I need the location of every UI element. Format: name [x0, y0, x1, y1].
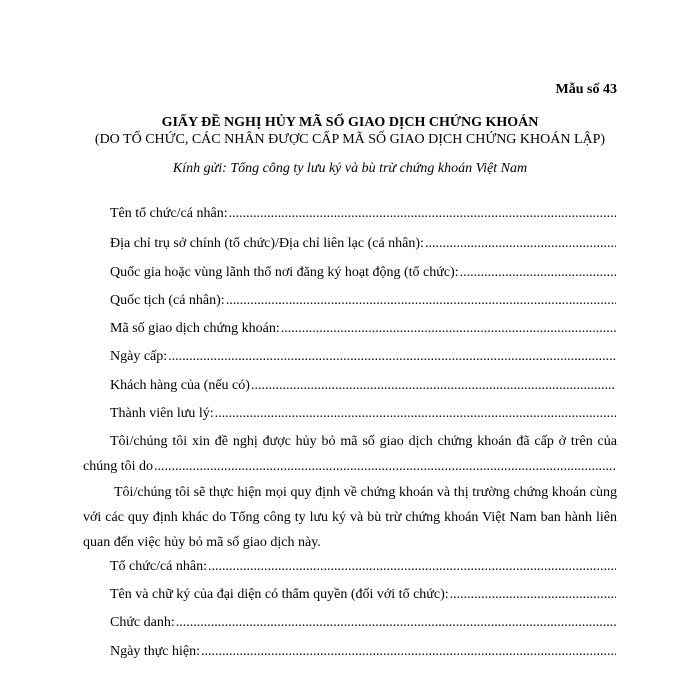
request-line-1: Tôi/chúng tôi xin đề nghị được hủy bỏ mã số giao dịch chứng khoán đã cấp ở trên của — [110, 434, 617, 449]
fill-line[interactable] — [281, 320, 616, 337]
fill-line[interactable] — [425, 235, 616, 252]
field-label: Ngày cấp: — [110, 349, 168, 364]
fill-line[interactable] — [450, 586, 616, 603]
field-label: Tổ chức/cá nhân: — [110, 559, 207, 574]
field-label: Quốc gia hoặc vùng lãnh thổ nơi đăng ký hoạt động (tổ chức): — [110, 265, 459, 280]
field-label: Thành viên lưu lý: — [110, 406, 214, 421]
field-signer-org — [110, 558, 616, 575]
fill-line[interactable] — [154, 454, 617, 479]
fill-line[interactable] — [226, 292, 616, 309]
fill-line[interactable] — [208, 558, 616, 575]
field-label: Ngày thực hiện: — [110, 644, 201, 659]
field-label: Khách hàng của (nếu có) — [110, 378, 250, 393]
field-customer-of — [110, 377, 616, 394]
request-line-2 — [83, 454, 617, 479]
document-subtitle: (DO TỔ CHỨC, CÁC NHÂN ĐƯỢC CẤP MÃ SỐ GIAO DỊCH CHỨNG KHOÁN LẬP) — [94, 132, 606, 147]
field-label: Địa chỉ trụ sở chính (tổ chức)/Địa chỉ liên lạc (cá nhân): — [110, 236, 424, 251]
form-number: Mẫu số 43 — [555, 82, 617, 97]
fill-line[interactable] — [215, 405, 616, 422]
fill-line[interactable] — [460, 264, 616, 281]
field-label: Tên tổ chức/cá nhân: — [110, 206, 228, 221]
field-label: Tên và chữ ký của đại diện có thẩm quyền (đối với tổ chức): — [110, 587, 449, 602]
field-country — [110, 264, 616, 281]
fill-line[interactable] — [168, 348, 616, 365]
fill-line[interactable] — [229, 205, 616, 222]
fill-line[interactable] — [176, 614, 616, 631]
fill-line[interactable] — [201, 643, 616, 660]
field-execution-date — [110, 643, 616, 660]
field-issue-date — [110, 348, 616, 365]
field-address — [110, 235, 616, 252]
recipient-line — [0, 160, 700, 177]
document-title: GIẤY ĐỀ NGHỊ HỦY MÃ SỐ GIAO DỊCH CHỨNG KHOÁN — [161, 115, 539, 130]
commitment-line-1: Tôi/chúng tôi sẽ thực hiện mọi quy định về chứng khoán và thị trường chứng khoán cùng — [114, 485, 617, 500]
commitment-line-3: quan đến việc hủy bỏ mã số giao dịch này. — [83, 535, 321, 550]
fill-line[interactable] — [251, 377, 616, 394]
field-trading-code — [110, 320, 616, 337]
field-position — [110, 614, 616, 631]
field-depository-member — [110, 405, 616, 422]
request-line-2-text: chúng tôi do — [83, 459, 153, 474]
field-nationality — [110, 292, 616, 309]
recipient-text: Kính gửi: Tổng công ty lưu ký và bù trừ chứng khoán Việt Nam — [172, 161, 528, 176]
field-signature — [110, 586, 616, 603]
commitment-line-2: với các quy định khác do Tổng công ty lưu ký và bù trừ chứng khoán Việt Nam ban hành liên — [83, 510, 617, 525]
field-org-name — [110, 205, 616, 222]
commitment-paragraph — [83, 480, 617, 555]
field-label: Mã số giao dịch chứng khoán: — [110, 321, 280, 336]
field-label: Chức danh: — [110, 615, 175, 630]
request-paragraph — [83, 429, 617, 479]
field-label: Quốc tịch (cá nhân): — [110, 293, 225, 308]
